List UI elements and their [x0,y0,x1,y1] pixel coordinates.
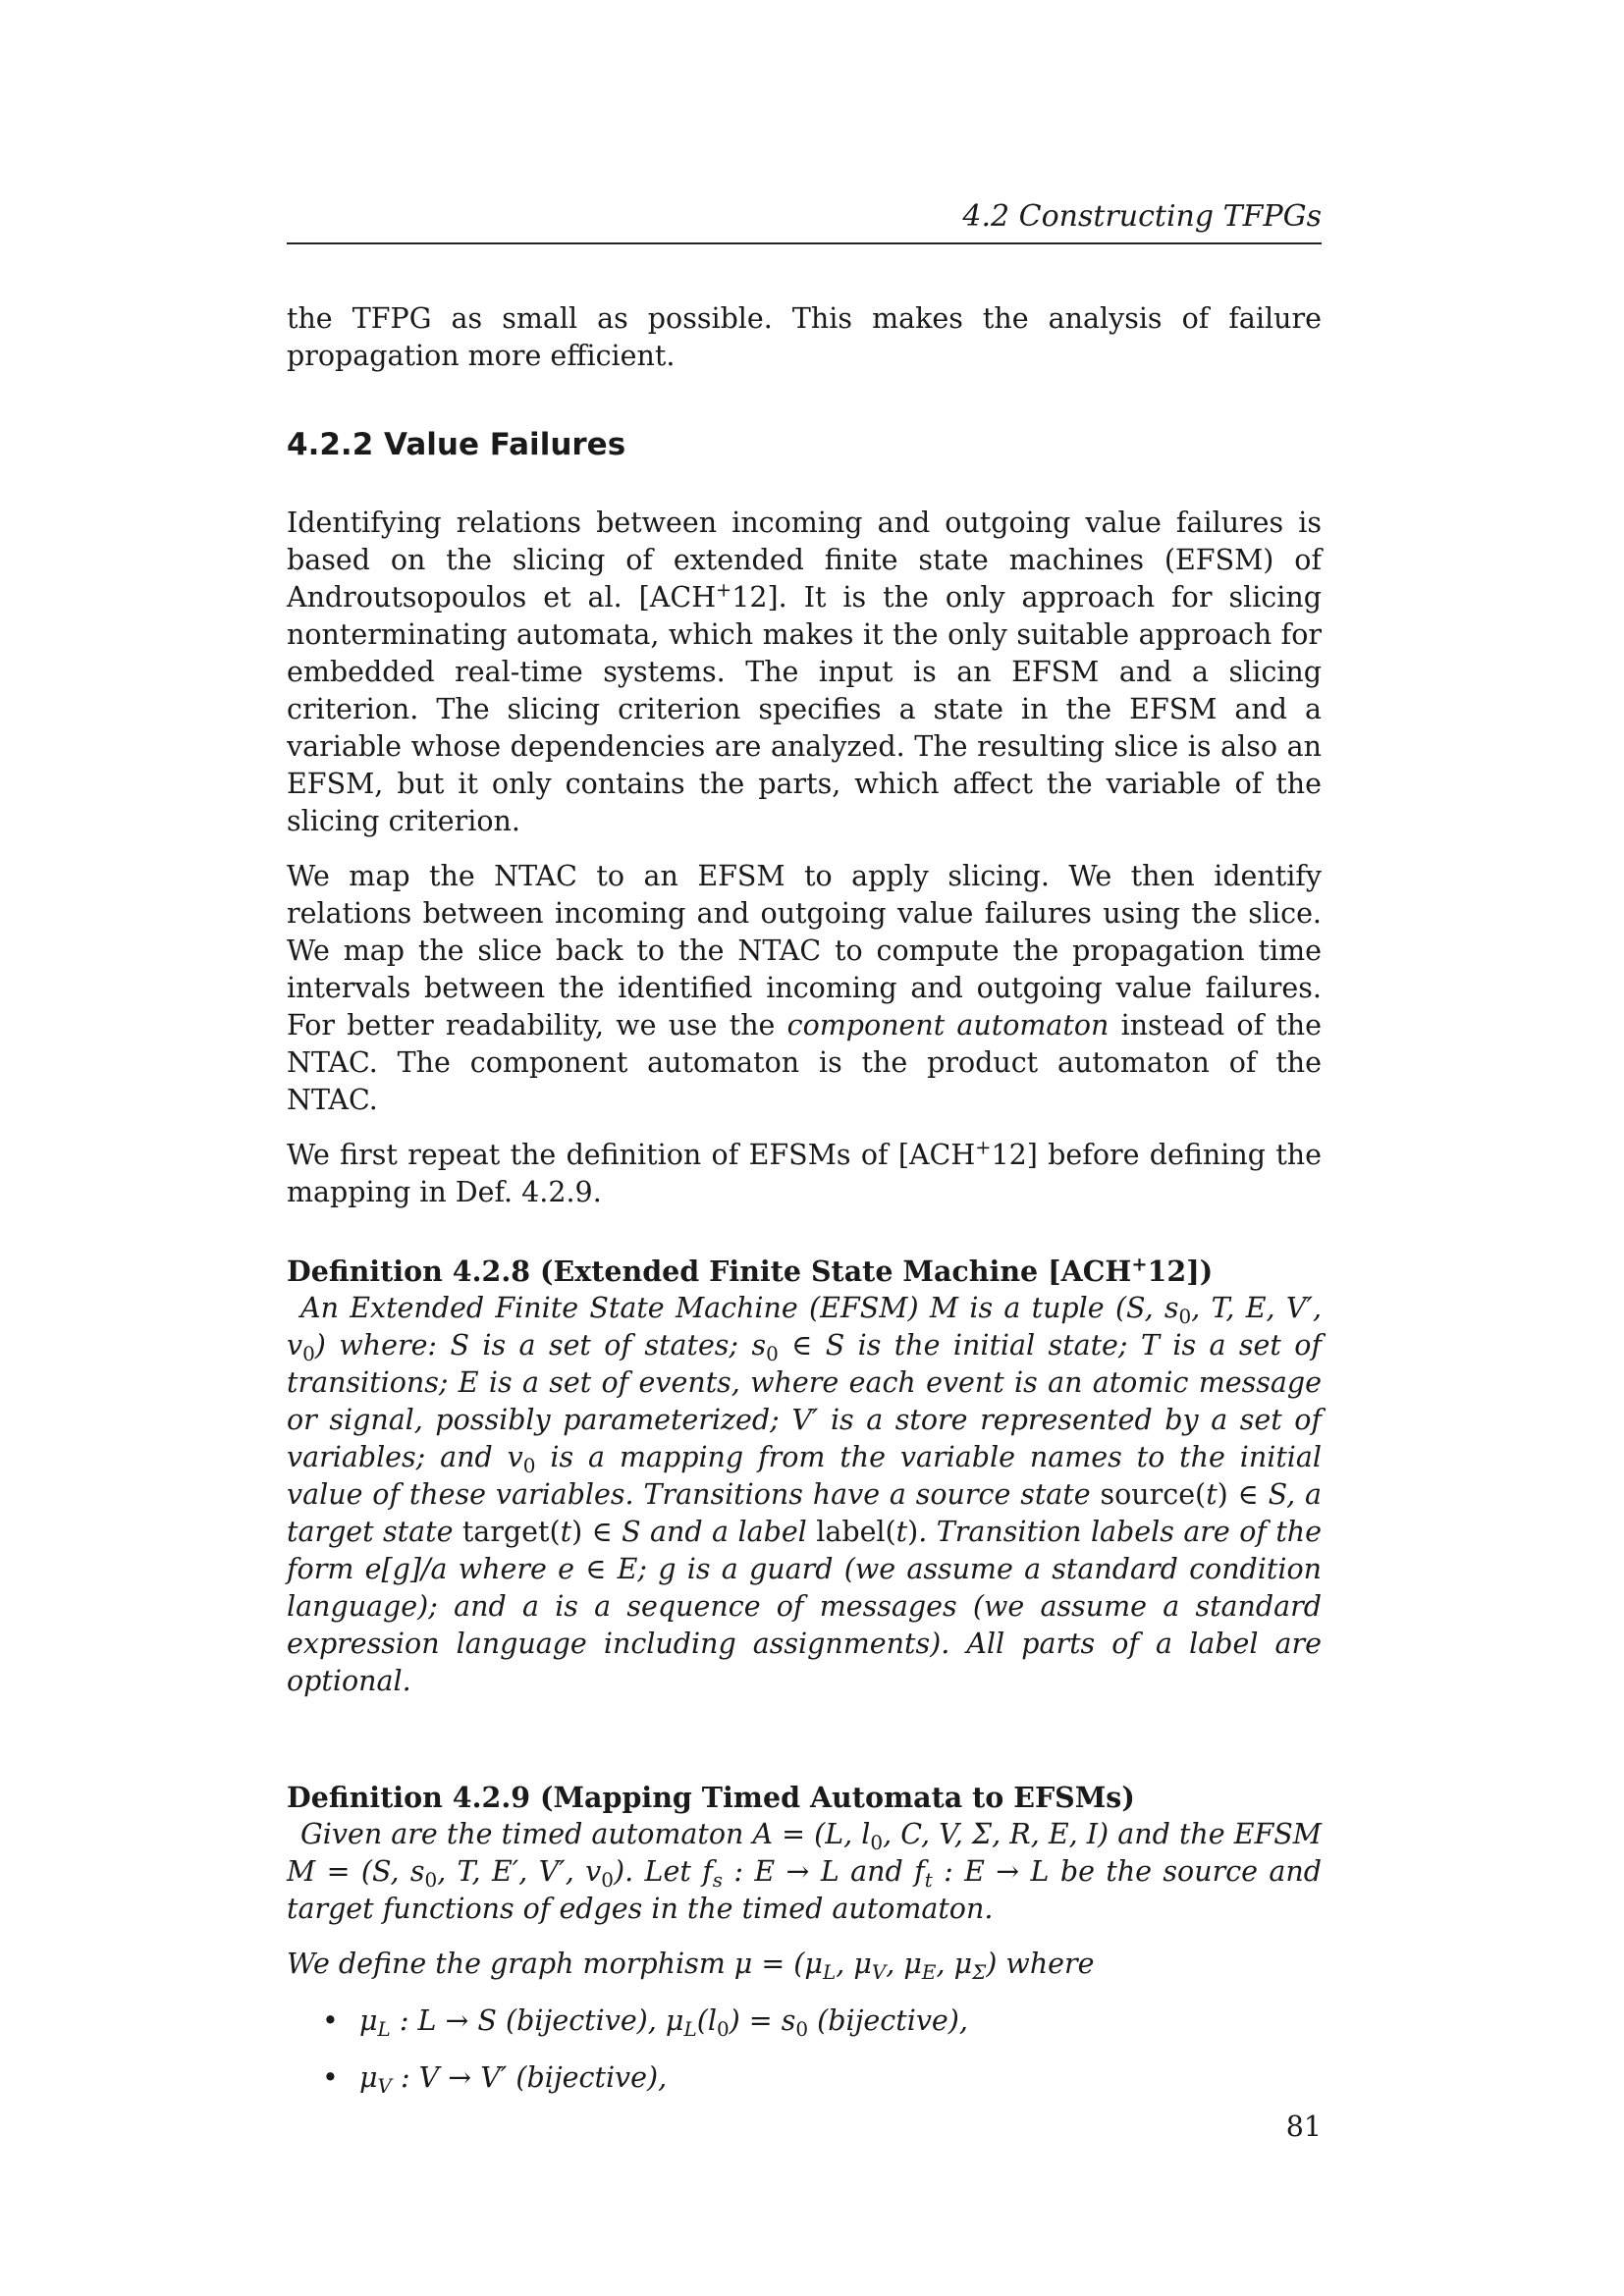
paragraph-text: We map the NTAC to an EFSM to apply slicing. We then identify relations between incoming and outgoing value failures using the slice. We map the slice back to the NTAC to compute the propagation time intervals between the identified incoming and outgoing value failures. For better readability, we use the [287,860,1322,1041]
function-name: source( [1100,1478,1207,1511]
definition-text: . Transition labels are of the form e[g]/a where e ∈ E; g is a guard (we assume a standard condition language); and a is a sequence of messages (we assume a standard expression language including assignments). All parts of a label are optional. [287,1516,1323,1697]
definition-title-text: 12]) [1147,1255,1214,1288]
definition-text: Given are the timed automaton A = (L, l [300,1818,871,1850]
running-head: 4.2 Constructing TFPGs [962,199,1322,234]
variable: t [1206,1478,1218,1511]
body-text [287,300,1322,2097]
definition-text: We define the graph morphism μ = (μ [287,1948,823,1980]
definition-text: , μ [836,1948,872,1980]
bullet-text: (bijective), [808,2004,968,2037]
definition-text: ∈ S and a label [582,1516,817,1548]
subscript: 0 [716,2016,730,2041]
subscript: Σ [972,1959,987,1984]
variable: t [560,1516,572,1548]
subscript: 0 [1178,1304,1192,1328]
morphism-bullet-list [287,2002,1322,2097]
definition-text: , C, V, Σ, R, E, I) and the EFSM M = (S, s [287,1818,1322,1888]
function-name: ) [1217,1478,1228,1511]
function-name: target( [461,1516,561,1548]
list-item [287,2002,1322,2040]
bullet-text: : L → S (bijective), μ [390,2004,684,2037]
bullet-text: (l [696,2004,717,2037]
subscript: 0 [766,1341,779,1365]
definition-text: , μ [936,1948,973,1980]
definition-text: , T, E, V′, v [287,1292,1323,1362]
subscript: L [377,2016,391,2041]
subscript: E [921,1959,937,1984]
intro-paragraph: the TFPG as small as possible. This makes the analysis of failure propagation more efficient. [287,302,1322,372]
bullet-text: ) = s [729,2004,796,2037]
paragraph-mapping [287,858,1322,1119]
header-rule [287,242,1322,244]
definition-text: is a mapping from the variable names to the initial value of these variables. Transitions have a source state [287,1441,1323,1511]
paragraph-text: 12]. It is the only approach for slicing nonterminating automata, which makes it the only suitable approach for embedded real-time systems. The input is an EFSM and a slicing criterion. The slicing criterion specifies a state in the EFSM and a variable whose dependencies are analyzed. The resulting slice is also an EFSM, but it only contains the parts, which affect the variable of the slicing criterion. [287,581,1322,837]
definition-text: , T, E′, V′, v [437,1855,602,1888]
subscript: 0 [522,1453,536,1477]
paragraph-text: We first repeat the definition of EFSMs of [ACH [287,1139,976,1171]
function-name: ) [907,1516,919,1548]
emphasis-term: component automaton [786,1009,1110,1041]
subscript: V [377,2073,392,2098]
bullet-text: μ [359,2061,378,2094]
bullet-text: : V → V′ (bijective), [391,2061,668,2094]
subscript: L [683,2016,697,2041]
section-heading: 4.2.2 Value Failures [287,427,626,462]
subscript: 0 [870,1830,884,1854]
definition-4-2-9-body [287,1816,1322,1928]
paragraph-slicing [287,505,1322,840]
subscript: s [712,1867,723,1892]
subscript: 0 [424,1867,438,1892]
definition-4-2-9-title: Definition 4.2.9 (Mapping Timed Automata to EFSMs) [287,1781,1135,1814]
function-name: label( [816,1516,896,1548]
definition-title-text: Definition 4.2.8 (Extended Finite State Machine [ACH [287,1255,1132,1288]
subscript: t [924,1867,933,1892]
definition-text: , μ [886,1948,922,1980]
function-name: ) [571,1516,583,1548]
subscript: 0 [795,2016,809,2041]
paragraph-text: Identifying relations between incoming and outgoing value failures is based on the slicing of extended finite state machines (EFSM) of Androutsopoulos et al. [ACH [287,507,1322,614]
definition-4-2-8-body [287,1290,1322,1700]
subscript: 0 [601,1867,614,1892]
list-item [287,2059,1322,2097]
paragraph-text: instead of the NTAC. The component automaton is the product automaton of the NTAC. [287,1009,1323,1116]
subscript: V [871,1959,887,1984]
citation-superscript: + [1131,1253,1148,1276]
definition-text: ). Let f [613,1855,713,1888]
graph-morphism-line [287,1946,1322,1983]
page-number: 81 [1285,2110,1322,2143]
bullet-text: μ [359,2004,378,2037]
definition-text: ) where [986,1948,1095,1980]
definition-text: ∈ S is the initial state; T is a set of transitions; E is a set of events, where each event is an atomic message or signal, possibly parameterized; V′ is a store represented by a set of variables; and v [287,1329,1322,1473]
subscript: L [822,1959,837,1984]
subscript: 0 [302,1341,315,1365]
paragraph-repeat-definition [287,1137,1322,1211]
definition-text: : E → L and f [722,1855,925,1888]
definition-text: ∈ S, a target state [287,1478,1322,1548]
citation-superscript: + [716,578,732,602]
variable: t [895,1516,908,1548]
definition-text: An Extended Finite State Machine (EFSM) M is a tuple (S, s [300,1292,1179,1324]
definition-4-2-8-title [287,1253,1322,1290]
definition-text: : E → L be the source and target functions of edges in the timed automaton. [287,1855,1323,1925]
definition-text: ) where: S is a set of states; s [314,1329,767,1362]
paragraph-text: 12] before defining the mapping in Def. 4.2.9. [287,1139,1322,1208]
citation-superscript: + [975,1136,992,1159]
